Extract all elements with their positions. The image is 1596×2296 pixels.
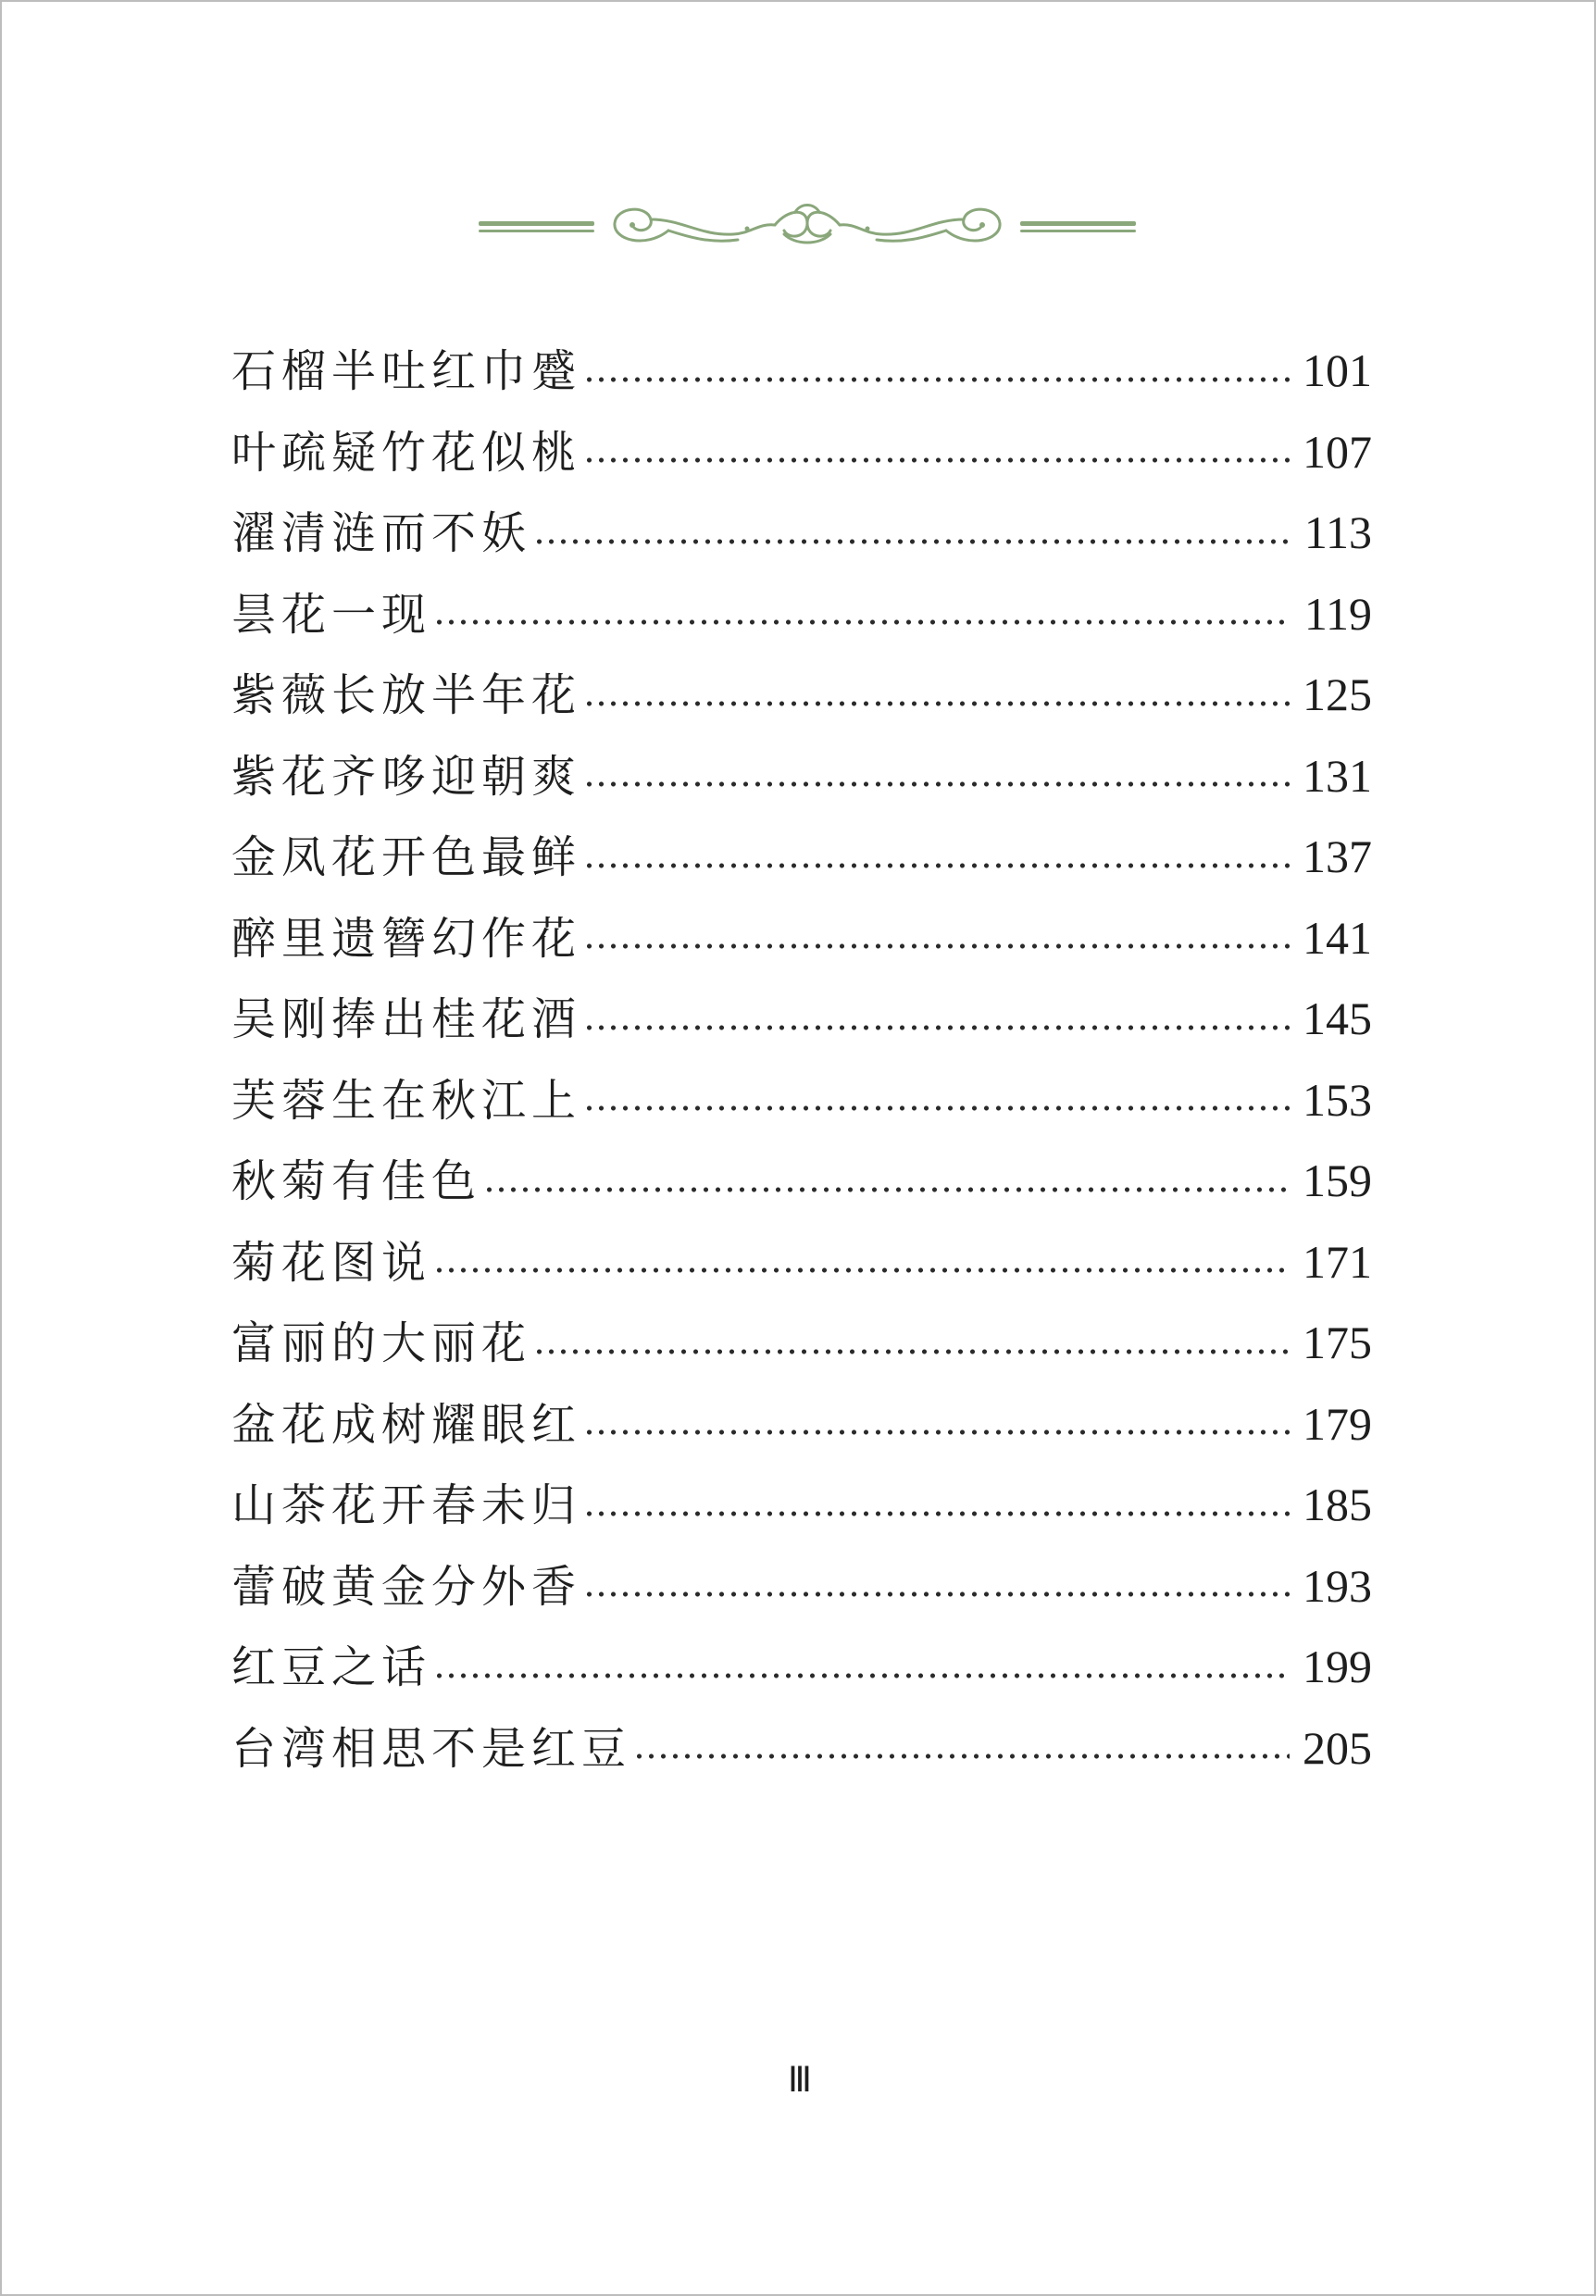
- toc-entry-page-number: 145: [1303, 992, 1372, 1044]
- toc-entry-page-number: 113: [1303, 506, 1372, 558]
- toc-entry-title: 昙花一现: [231, 588, 432, 641]
- toc-entry-title: 芙蓉生在秋江上: [231, 1074, 582, 1127]
- toc-entry[interactable]: [231, 1065, 1372, 1146]
- scroll-flourish-icon: [469, 192, 1145, 256]
- toc-entry-page-number: 119: [1303, 587, 1372, 640]
- toc-entry[interactable]: [231, 1145, 1372, 1227]
- toc-entry[interactable]: [231, 903, 1372, 984]
- dot-leader: [583, 455, 1290, 465]
- toc-entry-page-number: 171: [1303, 1235, 1372, 1288]
- toc-entry-page-number: 179: [1303, 1397, 1372, 1450]
- dot-leader: [583, 375, 1290, 384]
- toc-entry-title: 濯清涟而不妖: [231, 507, 532, 559]
- toc-entry-title: 山茶花开春未归: [231, 1479, 582, 1531]
- dot-leader: [433, 618, 1291, 627]
- toc-entry-title: 富丽的大丽花: [231, 1317, 532, 1369]
- toc-entry-page-number: 141: [1303, 911, 1372, 964]
- dot-leader: [433, 1266, 1290, 1275]
- toc-entry-title: 菊花图说: [231, 1236, 432, 1289]
- dot-leader: [583, 1509, 1290, 1518]
- toc-entry[interactable]: [231, 741, 1372, 822]
- toc-entry-title: 紫花齐哆迎朝爽: [231, 750, 582, 803]
- toc-entry-page-number: 159: [1303, 1154, 1372, 1206]
- toc-entry[interactable]: [231, 1469, 1372, 1551]
- toc-entry-title: 金凤花开色最鲜: [231, 831, 582, 883]
- table-of-contents: [231, 335, 1372, 1793]
- dot-leader: [433, 1671, 1290, 1680]
- dot-leader: [583, 780, 1290, 789]
- toc-entry[interactable]: [231, 497, 1372, 579]
- toc-entry-page-number: 199: [1303, 1641, 1372, 1692]
- toc-entry-title: 蕾破黄金分外香: [231, 1560, 582, 1613]
- dot-leader: [583, 1590, 1290, 1599]
- toc-entry-page-number: 205: [1303, 1721, 1372, 1774]
- dot-leader: [583, 861, 1290, 870]
- toc-entry[interactable]: [231, 1551, 1372, 1632]
- page-number: Ⅲ: [787, 2061, 813, 2100]
- toc-entry-page-number: 193: [1303, 1559, 1372, 1612]
- dot-leader: [583, 699, 1290, 708]
- toc-entry[interactable]: [231, 1631, 1372, 1713]
- toc-entry-title: 秋菊有佳色: [231, 1155, 482, 1207]
- toc-entry[interactable]: [231, 659, 1372, 741]
- dot-leader: [633, 1752, 1290, 1761]
- dot-leader: [583, 942, 1290, 951]
- toc-entry-page-number: 101: [1303, 344, 1372, 396]
- toc-entry-title: 紫薇长放半年花: [231, 669, 582, 721]
- toc-entry[interactable]: [231, 821, 1372, 903]
- toc-entry-title: 红豆之话: [231, 1641, 432, 1693]
- dot-leader: [483, 1185, 1290, 1194]
- toc-entry[interactable]: [231, 335, 1372, 417]
- toc-entry-page-number: 131: [1303, 749, 1372, 802]
- toc-entry[interactable]: [231, 1713, 1372, 1794]
- dot-leader: [533, 537, 1291, 546]
- toc-entry-page-number: 153: [1303, 1073, 1372, 1126]
- toc-entry-page-number: 175: [1303, 1316, 1372, 1368]
- dot-leader: [583, 1104, 1290, 1113]
- toc-entry-page-number: 137: [1303, 830, 1372, 882]
- toc-entry[interactable]: [231, 579, 1372, 660]
- toc-entry-title: 石榴半吐红巾蹙: [231, 345, 582, 397]
- toc-entry-title: 吴刚捧出桂花酒: [231, 993, 582, 1045]
- dot-leader: [583, 1428, 1290, 1437]
- toc-entry-title: 醉里遗簪幻作花: [231, 912, 582, 965]
- toc-entry-title: 盆花成树耀眼红: [231, 1398, 582, 1451]
- toc-entry-page-number: 125: [1303, 668, 1372, 720]
- toc-entry[interactable]: [231, 1227, 1372, 1308]
- toc-entry[interactable]: [231, 983, 1372, 1065]
- toc-entry[interactable]: [231, 417, 1372, 498]
- toc-entry-title: 台湾相思不是红豆: [231, 1722, 632, 1775]
- toc-entry-page-number: 107: [1303, 425, 1372, 478]
- toc-entry-page-number: 185: [1303, 1479, 1372, 1530]
- toc-entry-title: 叶疏疑竹花似桃: [231, 426, 582, 479]
- dot-leader: [583, 1023, 1290, 1032]
- toc-entry[interactable]: [231, 1307, 1372, 1389]
- dot-leader: [533, 1347, 1290, 1356]
- toc-entry[interactable]: [231, 1389, 1372, 1470]
